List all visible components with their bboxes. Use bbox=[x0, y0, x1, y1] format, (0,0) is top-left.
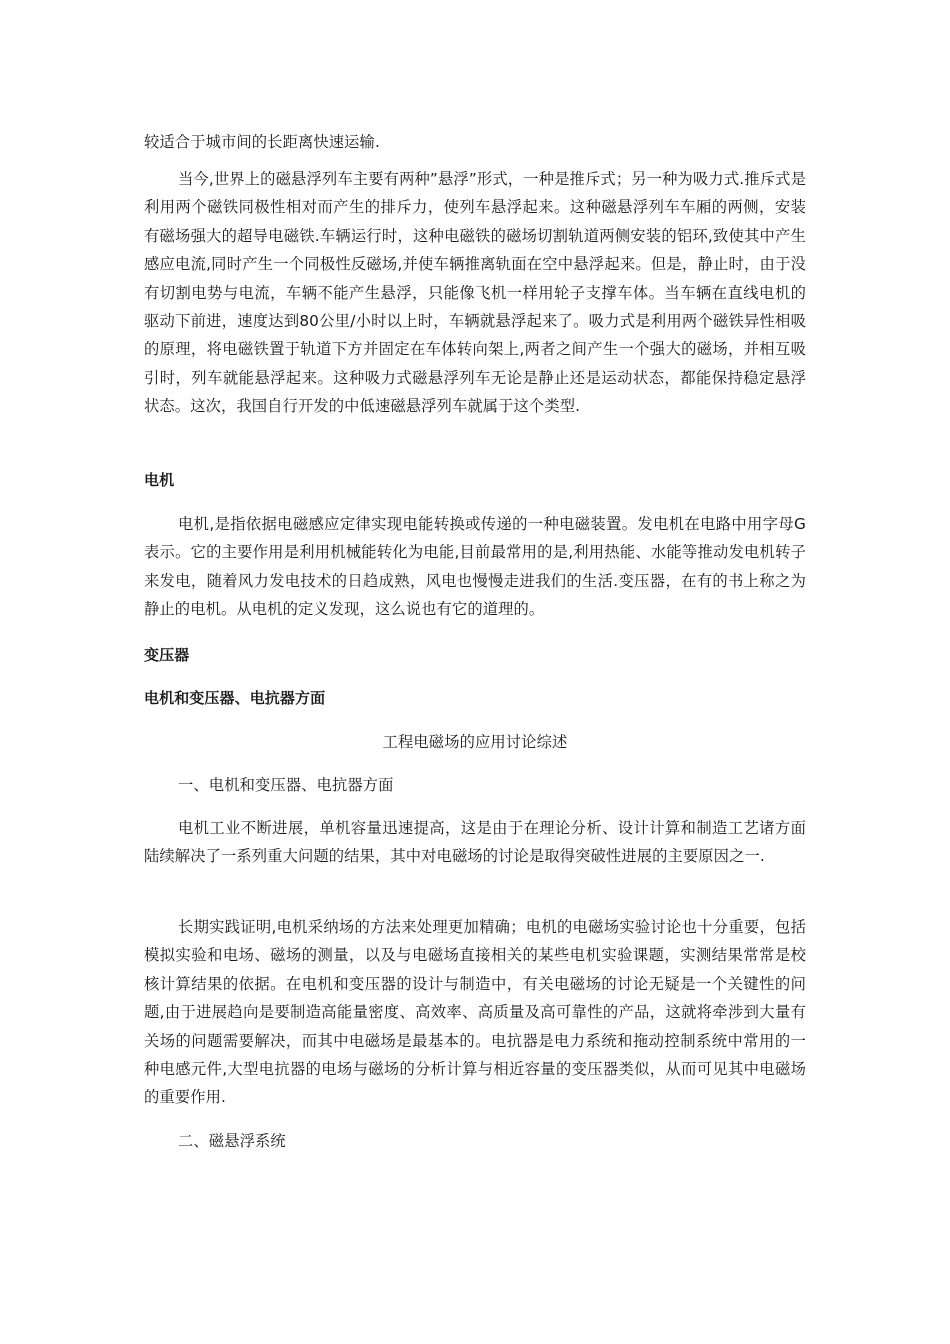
paragraph-continuation: 较适合于城市间的长距离快速运输. bbox=[144, 133, 380, 151]
heading-motor-transformer-reactor: 电机和变压器、电抗器方面 bbox=[144, 689, 326, 707]
heading-motor: 电机 bbox=[144, 471, 175, 489]
paragraph-practice: 长期实践证明,电机采纳场的方法来处理更加精确；电机的电磁场实验讨论也十分重要，包括模拟实验和电场、磁场的测量，以及与电磁场直接相关的某些电机实验课题，实测结果常常是校核计算结果的依据。在电机和变压器的设计与制造中，有关电磁场的讨论无疑是一个关键性的问题,由于进展趋向是要制造高能量密度、高效率、高质量及高可靠性的产品，这就将牵涉到大量有关场的问题需要解决，而其中电磁场是最基本的。电抗器是电力系统和拖动控制系统中常用的一种电感元件,大型电抗器的电场与磁场的分析计算与相近容量的变压器类似，从而可见其中电磁场的重要作用. bbox=[144, 918, 806, 1107]
section-heading-1: 一、电机和变压器、电抗器方面 bbox=[178, 776, 394, 794]
document-title: 工程电磁场的应用讨论综述 bbox=[382, 733, 568, 751]
paragraph-maglev-types: 当今,世界上的磁悬浮列车主要有两种”悬浮”形式，一种是推斥式；另一种为吸力式.推斥式是利用两个磁铁同极性相对而产生的排斥力，使列车悬浮起来。这种磁悬浮列车车厢的两侧，安装有磁场强大的超导电磁铁.车辆运行时，这种电磁铁的磁场切割轨道两侧安装的铝环,致使其中产生感应电流,同时产生一个同极性反磁场,并使车辆推离轨面在空中悬浮起来。但是，静止时，由于没有切割电势与电流，车辆不能产生悬浮，只能像飞机一样用轮子支撑车体。当车辆在直线电机的驱动下前进，速度达到80公里/小时以上时，车辆就悬浮起来了。吸力式是利用两个磁铁异性相吸的原理，将电磁铁置于轨道下方并固定在车体转向架上,两者之间产生一个强大的磁场，并相互吸引时，列车就能悬浮起来。这种吸力式磁悬浮列车无论是静止还是运动状态，都能保持稳定悬浮状态。这次，我国自行开发的中低速磁悬浮列车就属于这个类型. bbox=[144, 170, 806, 416]
paragraph-motor-industry: 电机工业不断进展，单机容量迅速提高，这是由于在理论分析、设计计算和制造工艺诸方面陆续解决了一系列重大问题的结果，其中对电磁场的讨论是取得突破性进展的主要原因之一. bbox=[144, 819, 806, 866]
paragraph-motor-definition: 电机,是指依据电磁感应定律实现电能转换或传递的一种电磁装置。发电机在电路中用字母G表示。它的主要作用是利用机械能转化为电能,目前最常用的是,利用热能、水能等推动发电机转子来发电，随着风力发电技术的日趋成熟，风电也慢慢走进我们的生活.变压器，在有的书上称之为静止的电机。从电机的定义发现，这么说也有它的道理的。 bbox=[144, 515, 806, 619]
heading-transformer: 变压器 bbox=[144, 646, 190, 664]
section-heading-2: 二、磁悬浮系统 bbox=[178, 1132, 286, 1150]
